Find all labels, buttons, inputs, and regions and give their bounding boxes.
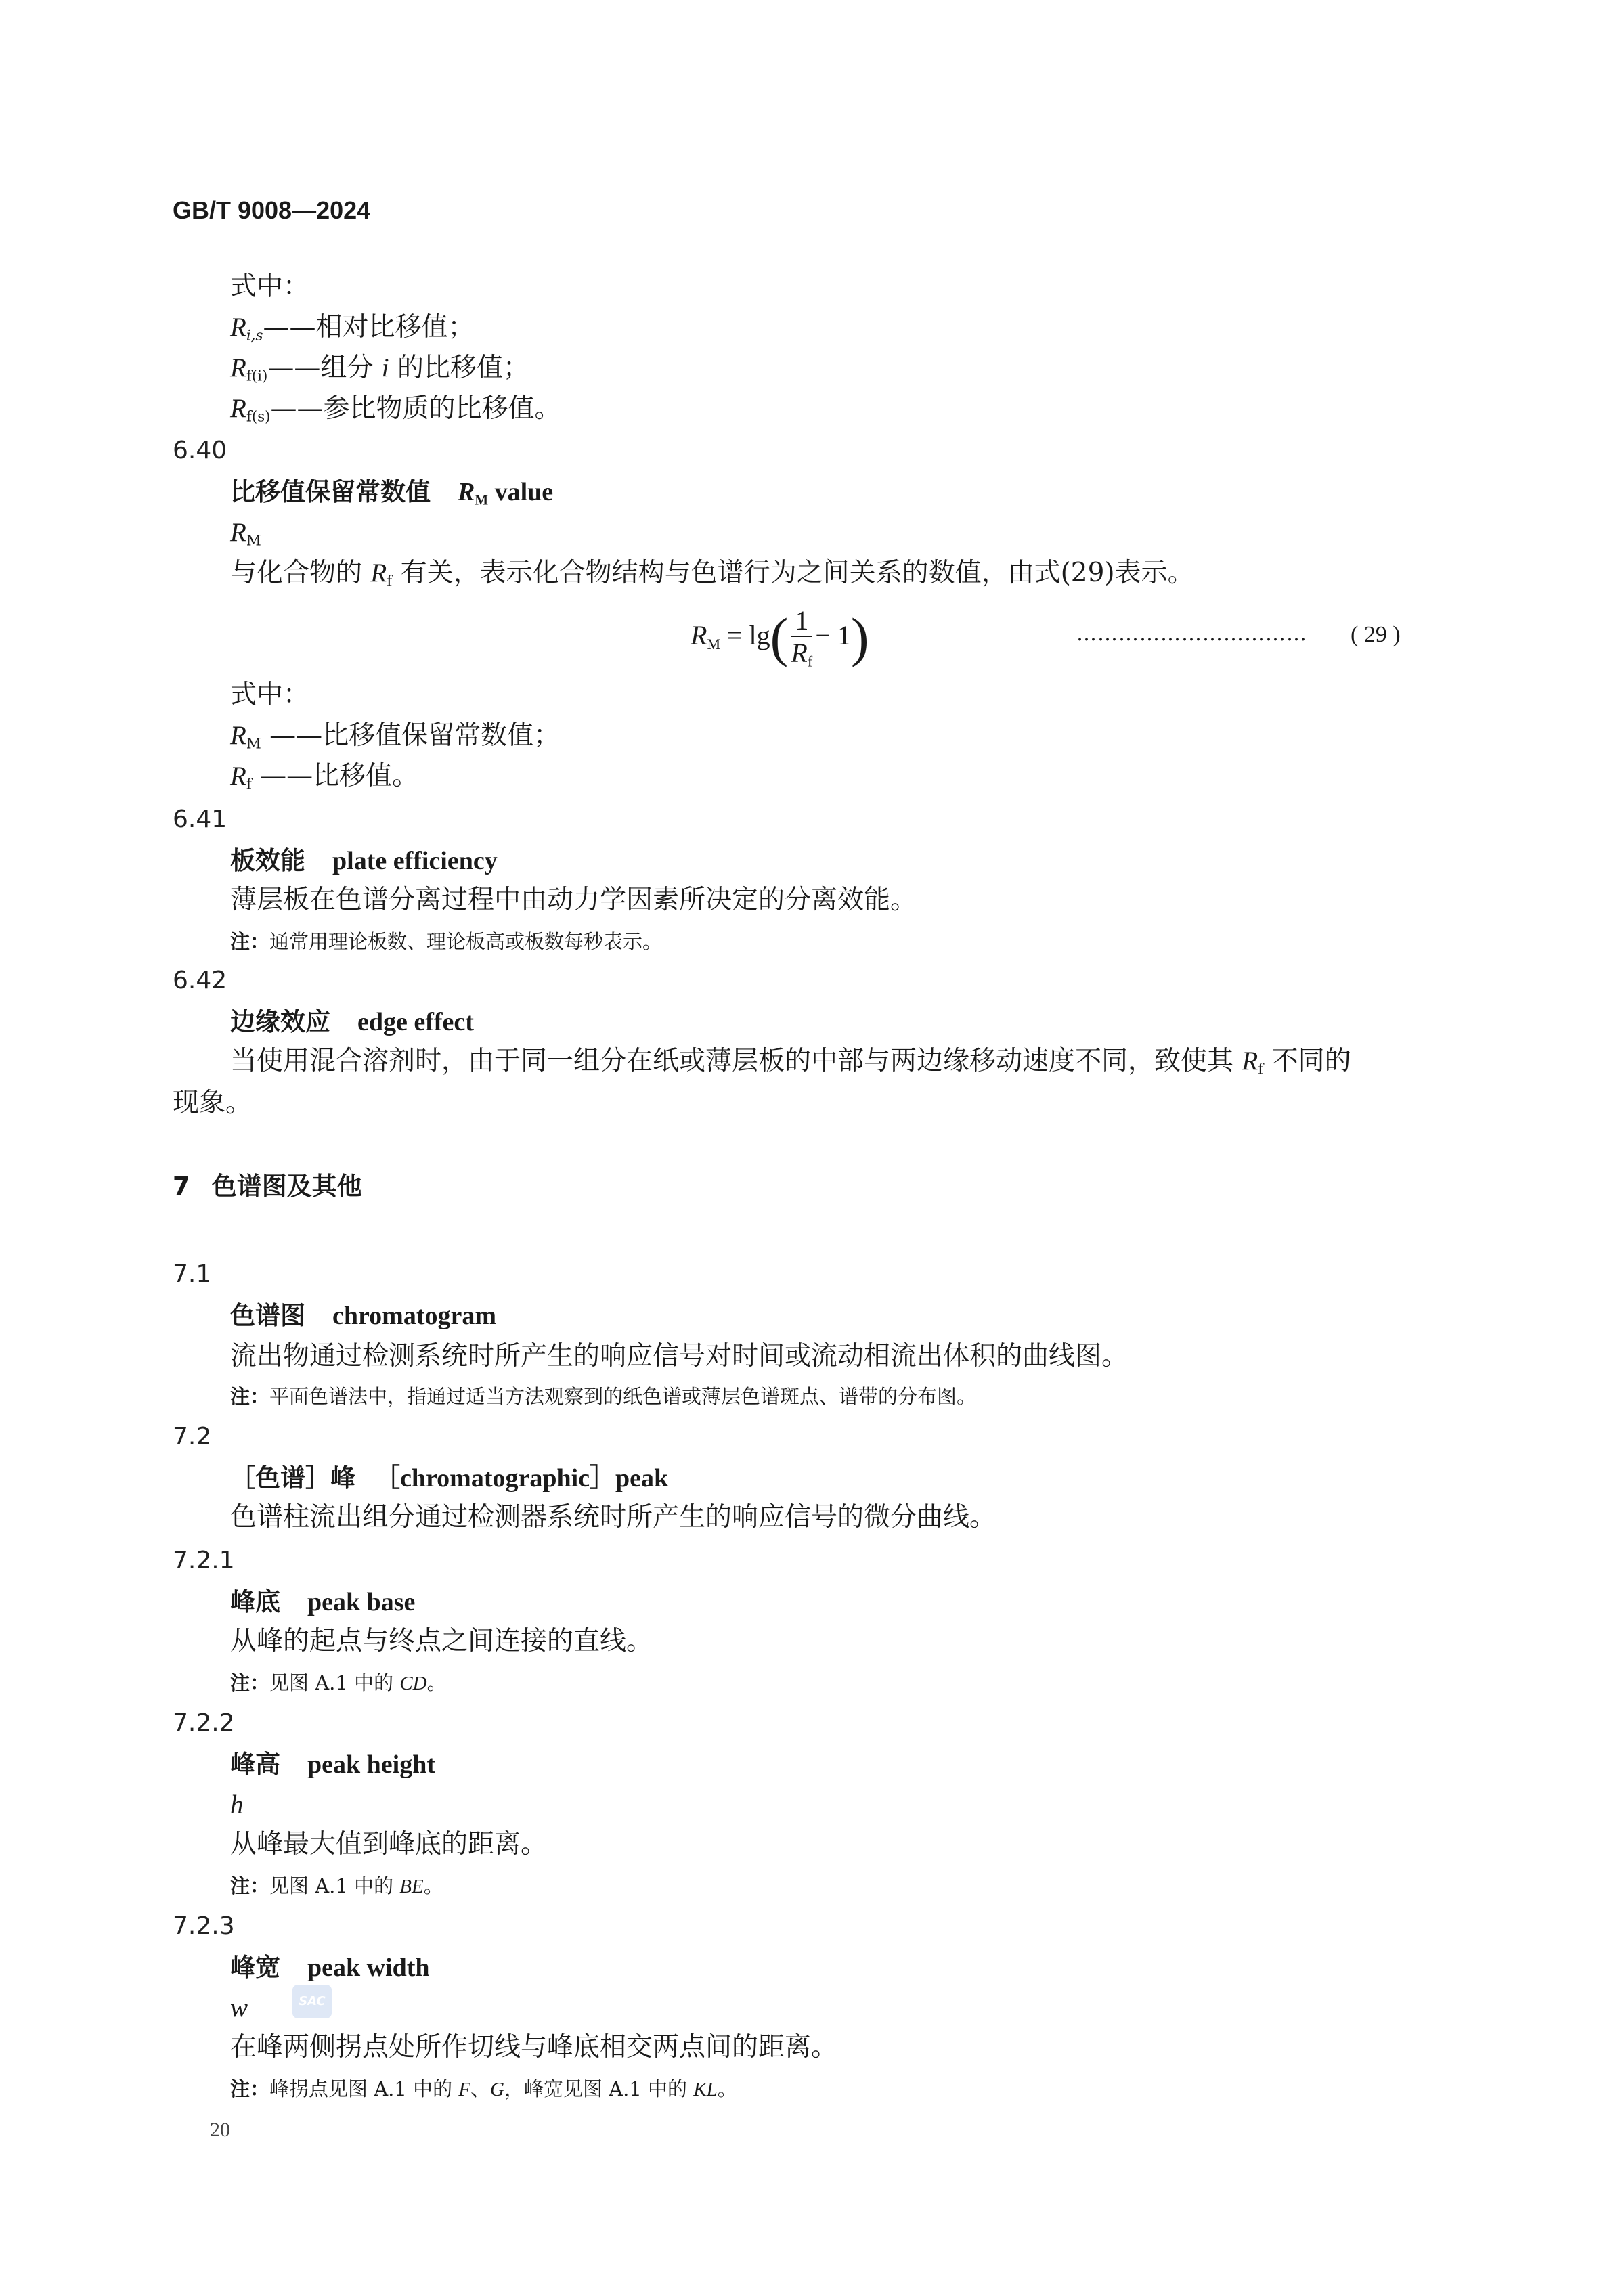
clause-number: 6.41	[173, 805, 227, 833]
where-label: 式中：	[230, 271, 310, 302]
where-row: $R_f$ ——比移值。	[230, 761, 419, 793]
term-definition: 流出物通过检测系统时所产生的响应信号对时间或流动相流出体积的曲线图。	[230, 1341, 1128, 1371]
section-heading: 7 色谱图及其他	[173, 1172, 362, 1201]
term-en: $R_M$ value	[458, 478, 554, 508]
term-definition: 在峰两侧拐点处所作切线与峰底相交两点间的距离。	[230, 2032, 838, 2062]
note: 注：平面色谱法中，指通过适当方法观察到的纸色谱或薄层色谱斑点、谱带的分布图。	[230, 1385, 977, 1408]
term-cn: ［色谱］峰	[230, 1463, 355, 1493]
term-heading	[230, 1953, 430, 1983]
where-row: $R_M$ ——比移值保留常数值；	[230, 720, 561, 753]
sac-watermark-logo: SAC	[292, 1985, 332, 2018]
term-cn: 色谱图	[230, 1301, 305, 1330]
term-heading	[230, 1301, 496, 1331]
term-definition: 薄层板在色谱分离过程中由动力学因素所决定的分离效能。	[230, 885, 917, 915]
fraction: $\frac{1}{R_f}$	[791, 605, 813, 670]
term-en: peak base	[307, 1588, 416, 1616]
clause-number: 7.2.1	[173, 1547, 235, 1574]
equation: $R_M = \lg$( $\frac{1}{R_f}$ − 1)	[691, 605, 869, 670]
clause-number: 7.1	[173, 1260, 212, 1288]
term-cn: 峰高	[230, 1750, 280, 1779]
term-cn: 峰底	[230, 1587, 280, 1616]
term-heading	[230, 477, 553, 508]
equation-leader-dots: ……………………………	[1076, 622, 1307, 646]
term-heading	[230, 1587, 415, 1618]
term-en: peak width	[307, 1953, 430, 1982]
term-definition: 与化合物的 $R_f$ 有关，表示化合物结构与色谱行为之间关系的数值，由式(29)表示。	[230, 558, 1194, 590]
term-heading	[230, 1463, 668, 1494]
term-cn: 板效能	[230, 846, 305, 875]
term-en: ［chromatographic］peak	[374, 1464, 669, 1493]
term-en: chromatogram	[332, 1302, 497, 1330]
note: 注：通常用理论板数、理论板高或板数每秒表示。	[230, 930, 663, 953]
clause-number: 7.2	[173, 1423, 212, 1451]
where-label: 式中：	[230, 680, 310, 710]
term-en: peak height	[307, 1750, 435, 1779]
term-symbol: w	[230, 1993, 248, 2023]
note: 注：见图 A.1 中的 BE。	[230, 1874, 443, 1897]
term-heading	[230, 846, 498, 877]
term-definition: 色谱柱流出组分通过检测器系统时所产生的响应信号的微分曲线。	[230, 1502, 996, 1532]
term-cn: 边缘效应	[230, 1007, 330, 1036]
note: 注：见图 A.1 中的 CD。	[230, 1671, 447, 1694]
page-number: 20	[210, 2119, 230, 2141]
note: 注：峰拐点见图 A.1 中的 F、G，峰宽见图 A.1 中的 KL。	[230, 2077, 737, 2100]
term-symbol: h	[230, 1790, 244, 1819]
term-en: edge effect	[357, 1008, 474, 1036]
where-row: $R_{f(s)}——$参比物质的比移值。	[230, 393, 561, 426]
where-row: Ri,s——相对比移值；	[230, 312, 475, 345]
where-row: $R_{f(i)}——$组分 i 的比移值；	[230, 353, 530, 385]
term-definition: 当使用混合溶剂时，由于同一组分在纸或薄层板的中部与两边缘移动速度不同，致使其 $R_f$ 不同的	[230, 1046, 1351, 1078]
term-heading	[230, 1007, 474, 1038]
equation-number: ( 29 )	[1351, 622, 1401, 647]
term-definition-continued: 现象。	[173, 1088, 253, 1118]
term-cn: 比移值保留常数值	[230, 477, 431, 506]
clause-number: 6.40	[173, 437, 227, 464]
term-heading	[230, 1750, 435, 1780]
term-definition: 从峰的起点与终点之间连接的直线。	[230, 1626, 653, 1656]
term-symbol: $R_M$	[230, 518, 261, 550]
clause-number: 7.2.2	[173, 1709, 235, 1737]
term-definition: 从峰最大值到峰底的距离。	[230, 1829, 548, 1859]
clause-number: 6.42	[173, 967, 227, 994]
clause-number: 7.2.3	[173, 1912, 235, 1940]
standard-code: GB/T 9008—2024	[173, 196, 371, 224]
term-cn: 峰宽	[230, 1953, 280, 1982]
term-en: plate efficiency	[332, 847, 498, 875]
